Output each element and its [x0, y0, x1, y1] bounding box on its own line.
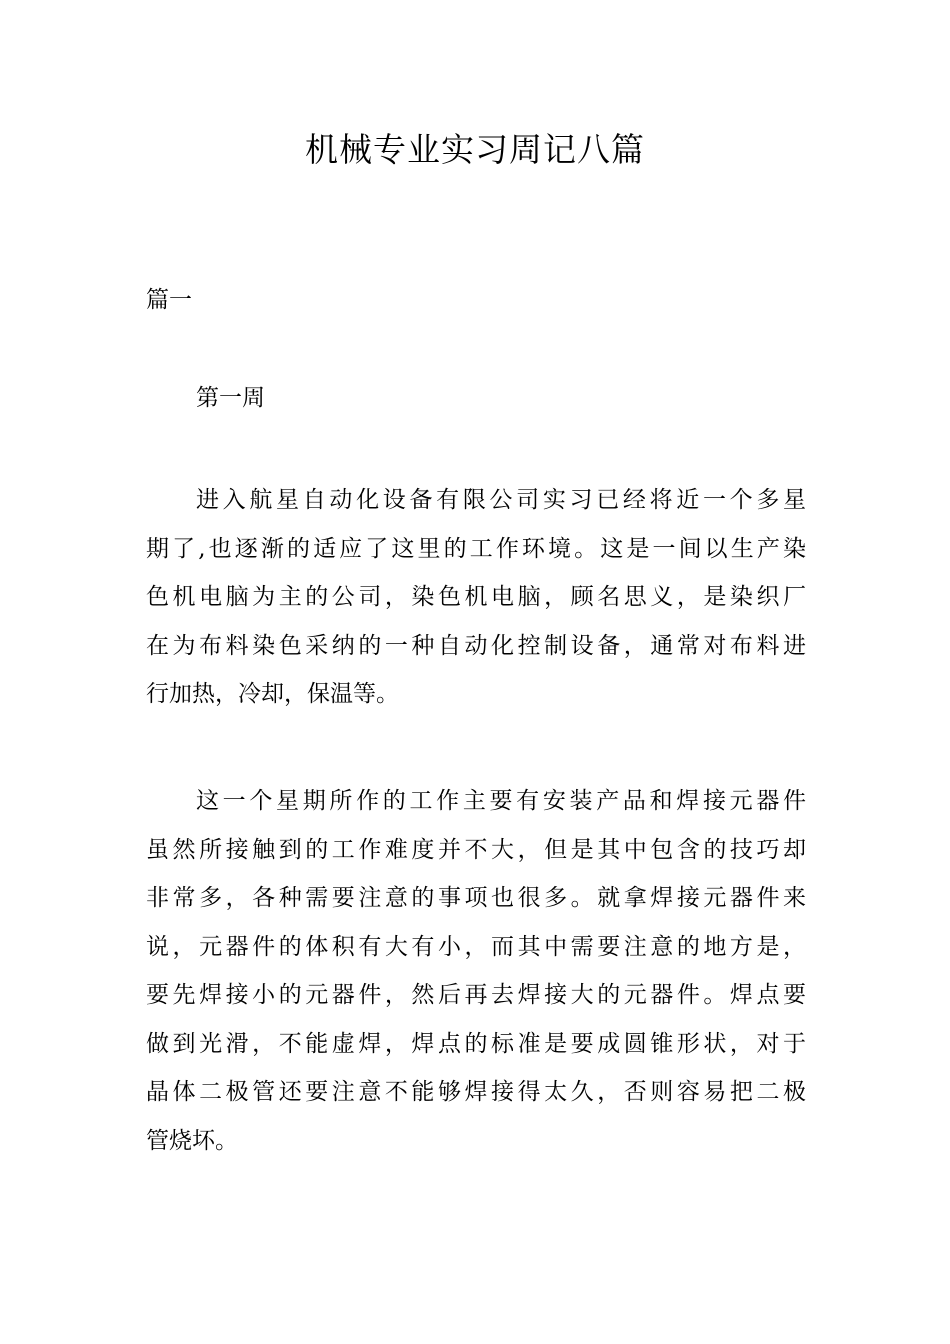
paragraph-1-line: 进入航星自动化设备有限公司实习已经将近一个多星: [196, 487, 806, 513]
paragraph-2-line: 做到光滑，不能虚焊，焊点的标准是要成圆锥形状，对于: [146, 1030, 806, 1057]
paragraph-2-line: 这一个星期所作的工作主要有安装产品和焊接元器件: [196, 788, 806, 814]
week-label: 第一周: [196, 385, 265, 411]
section-label: 篇一: [146, 287, 192, 313]
paragraph-2-line: 虽然所接触到的工作难度并不大，但是其中包含的技巧却: [146, 836, 806, 863]
paragraph-2-line: 管烧坏。: [146, 1127, 238, 1154]
paragraph-2-line: 非常多，各种需要注意的事项也很多。就拿焊接元器件来: [146, 885, 806, 911]
paragraph-1: [146, 476, 806, 719]
paragraph-1-line: 色机电脑为主的公司，染色机电脑，顾名思义，是染织厂: [146, 584, 806, 610]
paragraph-2-line: 晶体二极管还要注意不能够焊接得太久，否则容易把二极: [146, 1079, 806, 1105]
document-title: 机械专业实习周记八篇: [305, 130, 645, 169]
paragraph-2: [146, 777, 806, 1165]
paragraph-1-line: 在为布料染色采纳的一种自动化控制设备，通常对布料进: [146, 632, 806, 659]
paragraph-2-line: 要先焊接小的元器件，然后再去焊接大的元器件。焊点要: [146, 982, 806, 1008]
paragraph-1-line: 行加热，冷却，保温等。: [146, 681, 399, 707]
paragraph-2-line: 说，元器件的体积有大有小，而其中需要注意的地方是，: [146, 933, 806, 960]
paragraph-1-line: 期了,也逐渐的适应了这里的工作环境。这是一间以生产染: [146, 535, 806, 562]
